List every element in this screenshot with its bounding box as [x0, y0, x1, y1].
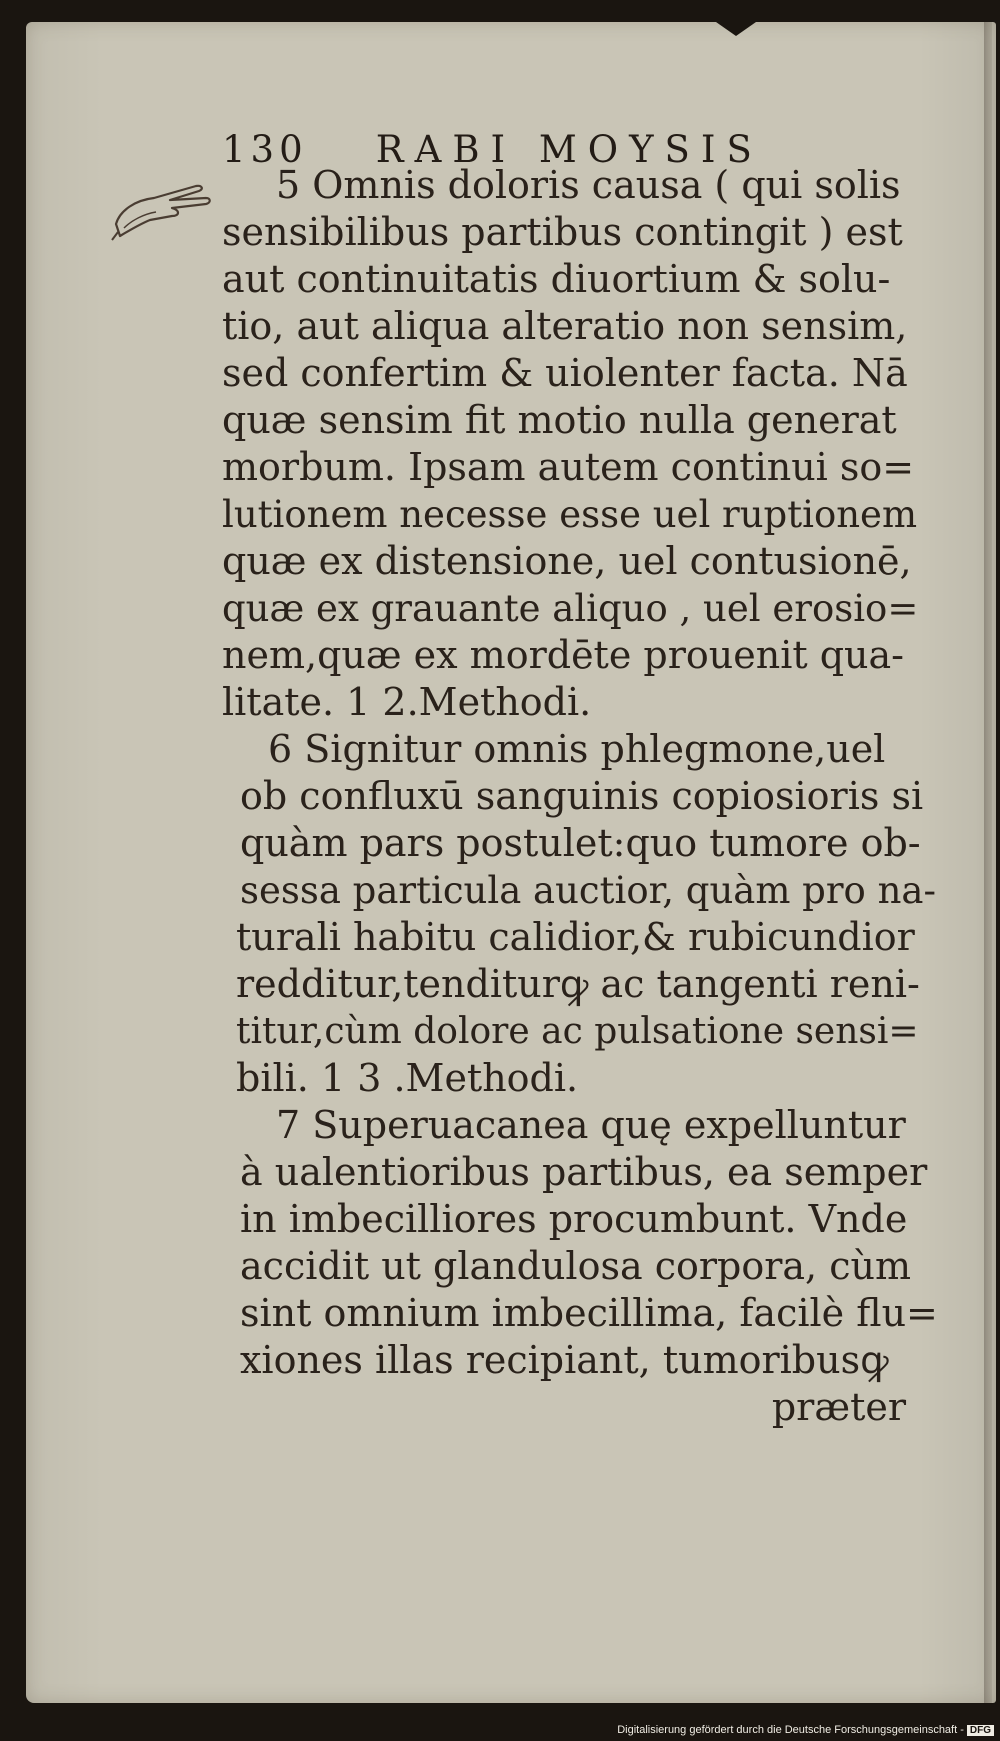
text-line: quæ sensim fit motio nulla generat [222, 398, 897, 442]
dfg-logo: DFG [967, 1725, 994, 1736]
page-number: 130 [222, 128, 308, 171]
running-head: RABI MOYSIS [375, 128, 763, 171]
text-line: quæ ex grauante aliquo , uel erosio= [222, 587, 919, 630]
text-line: sint omnium imbecillima, facilè flu= [240, 1291, 938, 1335]
page-binding-shadow [984, 22, 992, 1703]
text-line: sessa particula auctior, quàm pro na- [240, 869, 936, 912]
text-line: aut continuitatis diuortium & solu- [222, 257, 891, 301]
text-line: bili. 1 3 .Methodi. [236, 1056, 579, 1100]
text-line: 6 Signitur omnis phlegmone,uel [268, 727, 886, 771]
text-line: lutionem necesse esse uel ruptionem [222, 493, 918, 536]
credit-text: Digitalisierung gefördert durch die Deutsche Forschungsgemeinschaft - [617, 1724, 964, 1736]
text-line: tio, aut aliqua alteratio non sensim, [222, 304, 908, 348]
digitization-credit [617, 1724, 994, 1736]
text-line: sensibilibus partibus contingit ) est [222, 210, 903, 254]
text-line: nem,quæ ex mordēte prouenit qua- [222, 633, 904, 677]
text-line: à ualentioribus partibus, ea semper [240, 1150, 928, 1194]
text-line: redditur,tenditurꝙ ac tangenti reni- [236, 962, 920, 1006]
text-line: quàm pars postulet:quo tumore ob- [240, 821, 921, 865]
text-line: 7 Superuacanea quę expelluntur [276, 1103, 906, 1147]
pointing-hand-icon [110, 180, 222, 250]
paragraph-6 [236, 726, 936, 1102]
text-line: xiones illas recipiant, tumoribusꝙ [240, 1338, 889, 1382]
text-line: titur,cùm dolore ac pulsatione sensi= [236, 1011, 919, 1052]
text-line: turali habitu calidior,& rubicundior [236, 915, 915, 959]
text-line: ob confluxū sanguinis copiosioris si [240, 774, 924, 818]
page-tear [716, 22, 756, 36]
text-line: morbum. Ipsam autem continui so= [222, 445, 915, 489]
text-line: in imbecilliores procumbunt. Vnde [240, 1197, 908, 1241]
catchword: præter [771, 1385, 906, 1429]
text-line: sed confertim & uiolenter facta. Nā [222, 351, 908, 395]
text-line: litate. 1 2.Methodi. [222, 680, 592, 724]
paragraph-7 [240, 1102, 938, 1431]
body-text [222, 162, 938, 1431]
text-line: quæ ex distensione, uel contusionē, [222, 539, 912, 583]
paragraph-5 [222, 162, 920, 726]
text-line: 5 Omnis doloris causa ( qui solis [276, 163, 901, 207]
text-line: accidit ut glandulosa corpora, cùm [240, 1244, 911, 1288]
